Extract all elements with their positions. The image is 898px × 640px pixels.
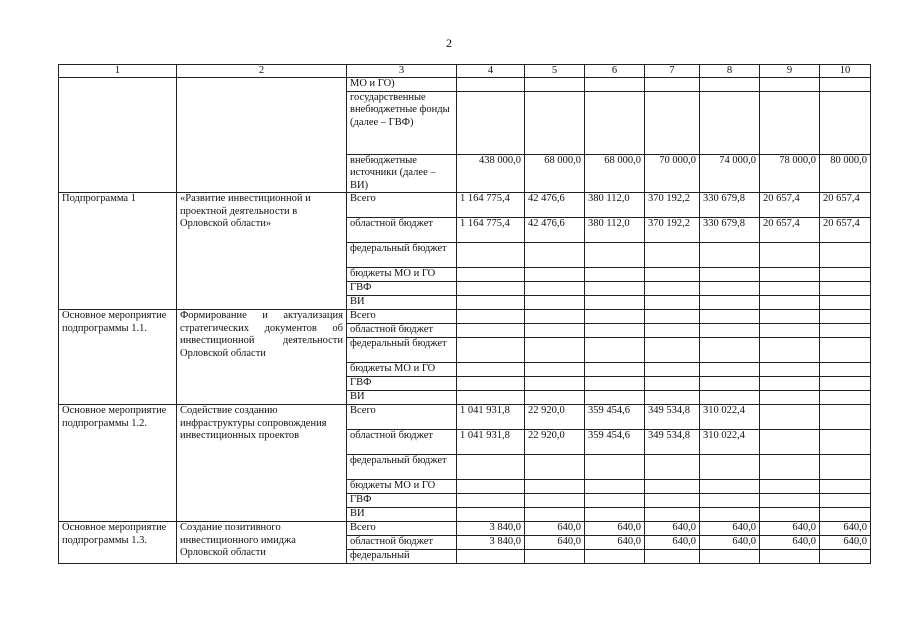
source-label: бюджеты МО и ГО [347, 363, 457, 377]
header-cell: 5 [525, 65, 585, 78]
page-number: 2 [446, 36, 452, 50]
measure-title: Содействие созданию инфраструктуры сопровождения инвестиционных проектов [177, 405, 347, 522]
value-cell: 359 454,6 [585, 405, 645, 430]
value-cell: 20 657,4 [820, 193, 871, 218]
value-cell [760, 405, 820, 430]
value-cell [760, 430, 820, 455]
value-cell: 640,0 [760, 536, 820, 550]
value-cell: 330 679,8 [700, 193, 760, 218]
value-cell [820, 430, 871, 455]
source-label: ВИ [347, 296, 457, 310]
value-cell: 68 000,0 [525, 154, 585, 193]
value-cell: 78 000,0 [760, 154, 820, 193]
value-cell: 70 000,0 [645, 154, 700, 193]
value-cell: 310 022,4 [700, 405, 760, 430]
value-cell: 80 000,0 [820, 154, 871, 193]
header-row [59, 65, 871, 78]
header-cell: 8 [700, 65, 760, 78]
source-label: областной бюджет [347, 218, 457, 243]
source-label: областной бюджет [347, 430, 457, 455]
header-cell: 2 [177, 65, 347, 78]
source-label: федеральный бюджет [347, 455, 457, 480]
header-cell: 10 [820, 65, 871, 78]
source-label: Всего [347, 405, 457, 430]
source-label: ГВФ [347, 282, 457, 296]
value-cell: 640,0 [585, 536, 645, 550]
source-label: ГВФ [347, 494, 457, 508]
header-cell: 3 [347, 65, 457, 78]
source-label: ВИ [347, 391, 457, 405]
source-label: Всего [347, 193, 457, 218]
value-cell: 74 000,0 [700, 154, 760, 193]
source-label: федеральный бюджет [347, 243, 457, 268]
table-row [59, 522, 871, 536]
value-cell: 22 920,0 [525, 430, 585, 455]
value-cell: 22 920,0 [525, 405, 585, 430]
empty-cell [177, 78, 347, 193]
source-label: ВИ [347, 508, 457, 522]
header-cell: 7 [645, 65, 700, 78]
value-cell: 640,0 [645, 536, 700, 550]
table-row [59, 310, 871, 324]
header-cell: 4 [457, 65, 525, 78]
source-label: государственные внебюджетные фонды (далее – ГВФ) [347, 91, 457, 154]
value-cell: 438 000,0 [457, 154, 525, 193]
value-cell: 640,0 [700, 522, 760, 536]
value-cell: 380 112,0 [585, 193, 645, 218]
value-cell: 640,0 [525, 536, 585, 550]
measure-name: Основное мероприятие подпрограммы 1.1. [59, 310, 177, 405]
header-cell: 6 [585, 65, 645, 78]
value-cell: 640,0 [760, 522, 820, 536]
header-cell: 1 [59, 65, 177, 78]
source-label: федеральный бюджет [347, 338, 457, 363]
value-cell: 349 534,8 [645, 405, 700, 430]
empty-cell [59, 78, 177, 193]
value-cell: 640,0 [645, 522, 700, 536]
budget-table [58, 64, 871, 564]
value-cell: 310 022,4 [700, 430, 760, 455]
value-cell: 42 476,6 [525, 193, 585, 218]
value-cell: 370 192,2 [645, 193, 700, 218]
source-label: областной бюджет [347, 536, 457, 550]
value-cell: 330 679,8 [700, 218, 760, 243]
source-label: федеральный [347, 550, 457, 564]
program-name: Подпрограмма 1 [59, 193, 177, 310]
value-cell [820, 405, 871, 430]
value-cell: 1 041 931,8 [457, 405, 525, 430]
value-cell: 640,0 [820, 522, 871, 536]
source-label: бюджеты МО и ГО [347, 268, 457, 282]
measure-name: Основное мероприятие подпрограммы 1.2. [59, 405, 177, 522]
value-cell: 640,0 [525, 522, 585, 536]
source-label: Всего [347, 310, 457, 324]
table-row [59, 193, 871, 218]
measure-title: Формирование и актуализация стратегических документов об инвестиционной деятельности Орловской области [177, 310, 347, 405]
value-cell: 1 164 775,4 [457, 218, 525, 243]
value-cell: 42 476,6 [525, 218, 585, 243]
value-cell: 640,0 [585, 522, 645, 536]
value-cell: 1 041 931,8 [457, 430, 525, 455]
source-label: бюджеты МО и ГО [347, 480, 457, 494]
value-cell: 359 454,6 [585, 430, 645, 455]
source-label: Всего [347, 522, 457, 536]
value-cell: 349 534,8 [645, 430, 700, 455]
table-row [59, 405, 871, 430]
value-cell: 380 112,0 [585, 218, 645, 243]
value-cell: 20 657,4 [820, 218, 871, 243]
program-title: «Развитие инвестиционной и проектной деятельности в Орловской области» [177, 193, 347, 310]
value-cell: 3 840,0 [457, 536, 525, 550]
source-label: областной бюджет [347, 324, 457, 338]
value-cell: 640,0 [700, 536, 760, 550]
source-label: ГВФ [347, 377, 457, 391]
value-cell: 370 192,2 [645, 218, 700, 243]
value-cell: 1 164 775,4 [457, 193, 525, 218]
value-cell: 68 000,0 [585, 154, 645, 193]
table-row [59, 78, 871, 92]
value-cell: 20 657,4 [760, 193, 820, 218]
source-label: МО и ГО) [347, 78, 457, 92]
value-cell: 3 840,0 [457, 522, 525, 536]
measure-name: Основное мероприятие подпрограммы 1.3. [59, 522, 177, 564]
value-cell: 640,0 [820, 536, 871, 550]
source-label: внебюджетные источники (далее – ВИ) [347, 154, 457, 193]
measure-title: Создание позитивного инвестиционного имиджа Орловской области [177, 522, 347, 564]
value-cell: 20 657,4 [760, 218, 820, 243]
header-cell: 9 [760, 65, 820, 78]
